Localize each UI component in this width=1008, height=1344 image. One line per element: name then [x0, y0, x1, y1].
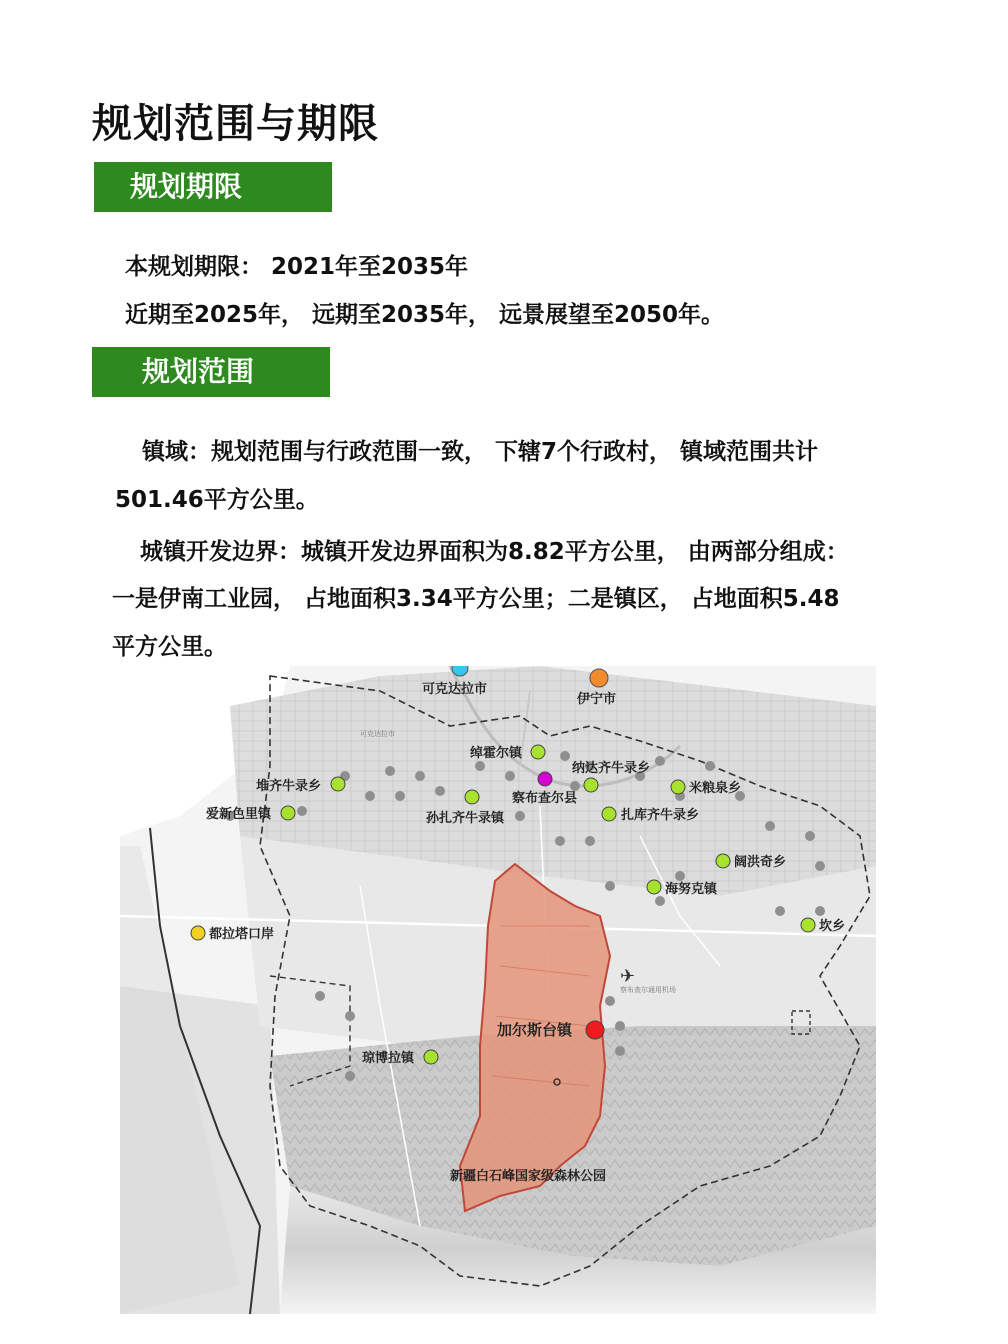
county-marker-chabuchaer: [538, 772, 552, 786]
scope-line-3: 城镇开发边界：城镇开发边界面积为8.82平方公里， 由两部分组成：: [140, 539, 849, 565]
town-marker-kan: [801, 918, 815, 932]
period-line-1: 本规划期限： 2021年至2035年: [125, 254, 469, 280]
town-marker-qiongbola: [424, 1050, 438, 1064]
scope-line-5: 平方公里。: [112, 634, 227, 660]
page-title: 规划范围与期限: [92, 101, 379, 147]
port-marker-dulata: [191, 926, 205, 940]
label-kan: 坎乡: [819, 919, 846, 934]
town-marker-zhaku: [602, 807, 616, 821]
label-forest: 新疆白石峰国家级森林公园: [450, 1169, 607, 1184]
label-sunza: 孙扎齐牛录镇: [426, 811, 505, 826]
scope-line-4: 一是伊南工业园， 占地面积3.34平方公里；二是镇区， 占地面积5.48: [112, 586, 840, 612]
label-kuohong: 阔洪奇乡: [734, 855, 787, 870]
period-line-2: 近期至2025年， 远期至2035年， 远景展望至2050年。: [125, 302, 725, 328]
town-marker-hainuke: [647, 880, 661, 894]
scope-line-2: 501.46平方公里。: [115, 487, 319, 513]
label-aixin: 爱新色里镇: [206, 807, 272, 822]
planning-map-svg: [120, 666, 876, 1314]
town-marker-sunza: [465, 790, 479, 804]
label-zhaku: 扎库齐牛录乡: [621, 808, 700, 823]
town-marker-kuohong: [716, 854, 730, 868]
label-duiqi: 堆齐牛录乡: [256, 779, 322, 794]
town-marker-nada: [584, 778, 598, 792]
label-hainuke: 海努克镇: [665, 882, 718, 897]
town-marker-duiqi: [331, 777, 345, 791]
town-marker-chahuoer: [531, 745, 545, 759]
label-yining: 伊宁市: [577, 692, 617, 707]
town-marker-aixin: [281, 806, 295, 820]
label-kekedala: 可克达拉市: [422, 682, 488, 697]
city-marker-yining: [590, 669, 608, 687]
scope-line-1: 镇域：规划范围与行政范围一致， 下辖7个行政村， 镇域范围共计: [142, 439, 819, 465]
label-jiaersitai: 加尔斯台镇: [497, 1021, 573, 1039]
planning-map: [120, 666, 876, 1314]
label-miliang: 米粮泉乡: [689, 781, 742, 796]
main-marker-jiaersitai: [586, 1021, 604, 1039]
section-heading-period: 规划期限: [94, 162, 332, 212]
section-heading-scope: 规划范围: [92, 347, 330, 397]
town-marker-miliang: [671, 780, 685, 794]
kekedala-small-label: 可克达拉市: [360, 730, 395, 738]
label-chahuoer: 绰霍尔镇: [470, 746, 523, 761]
label-qiongbola: 琼博拉镇: [362, 1051, 415, 1066]
label-dulata: 都拉塔口岸: [209, 927, 275, 942]
airport-label: 察布查尔通用机场: [620, 986, 676, 994]
label-nada: 纳达齐牛录乡: [572, 761, 651, 776]
airport-icon: ✈: [620, 966, 636, 987]
label-chabuchaer: 察布查尔县: [512, 791, 578, 806]
